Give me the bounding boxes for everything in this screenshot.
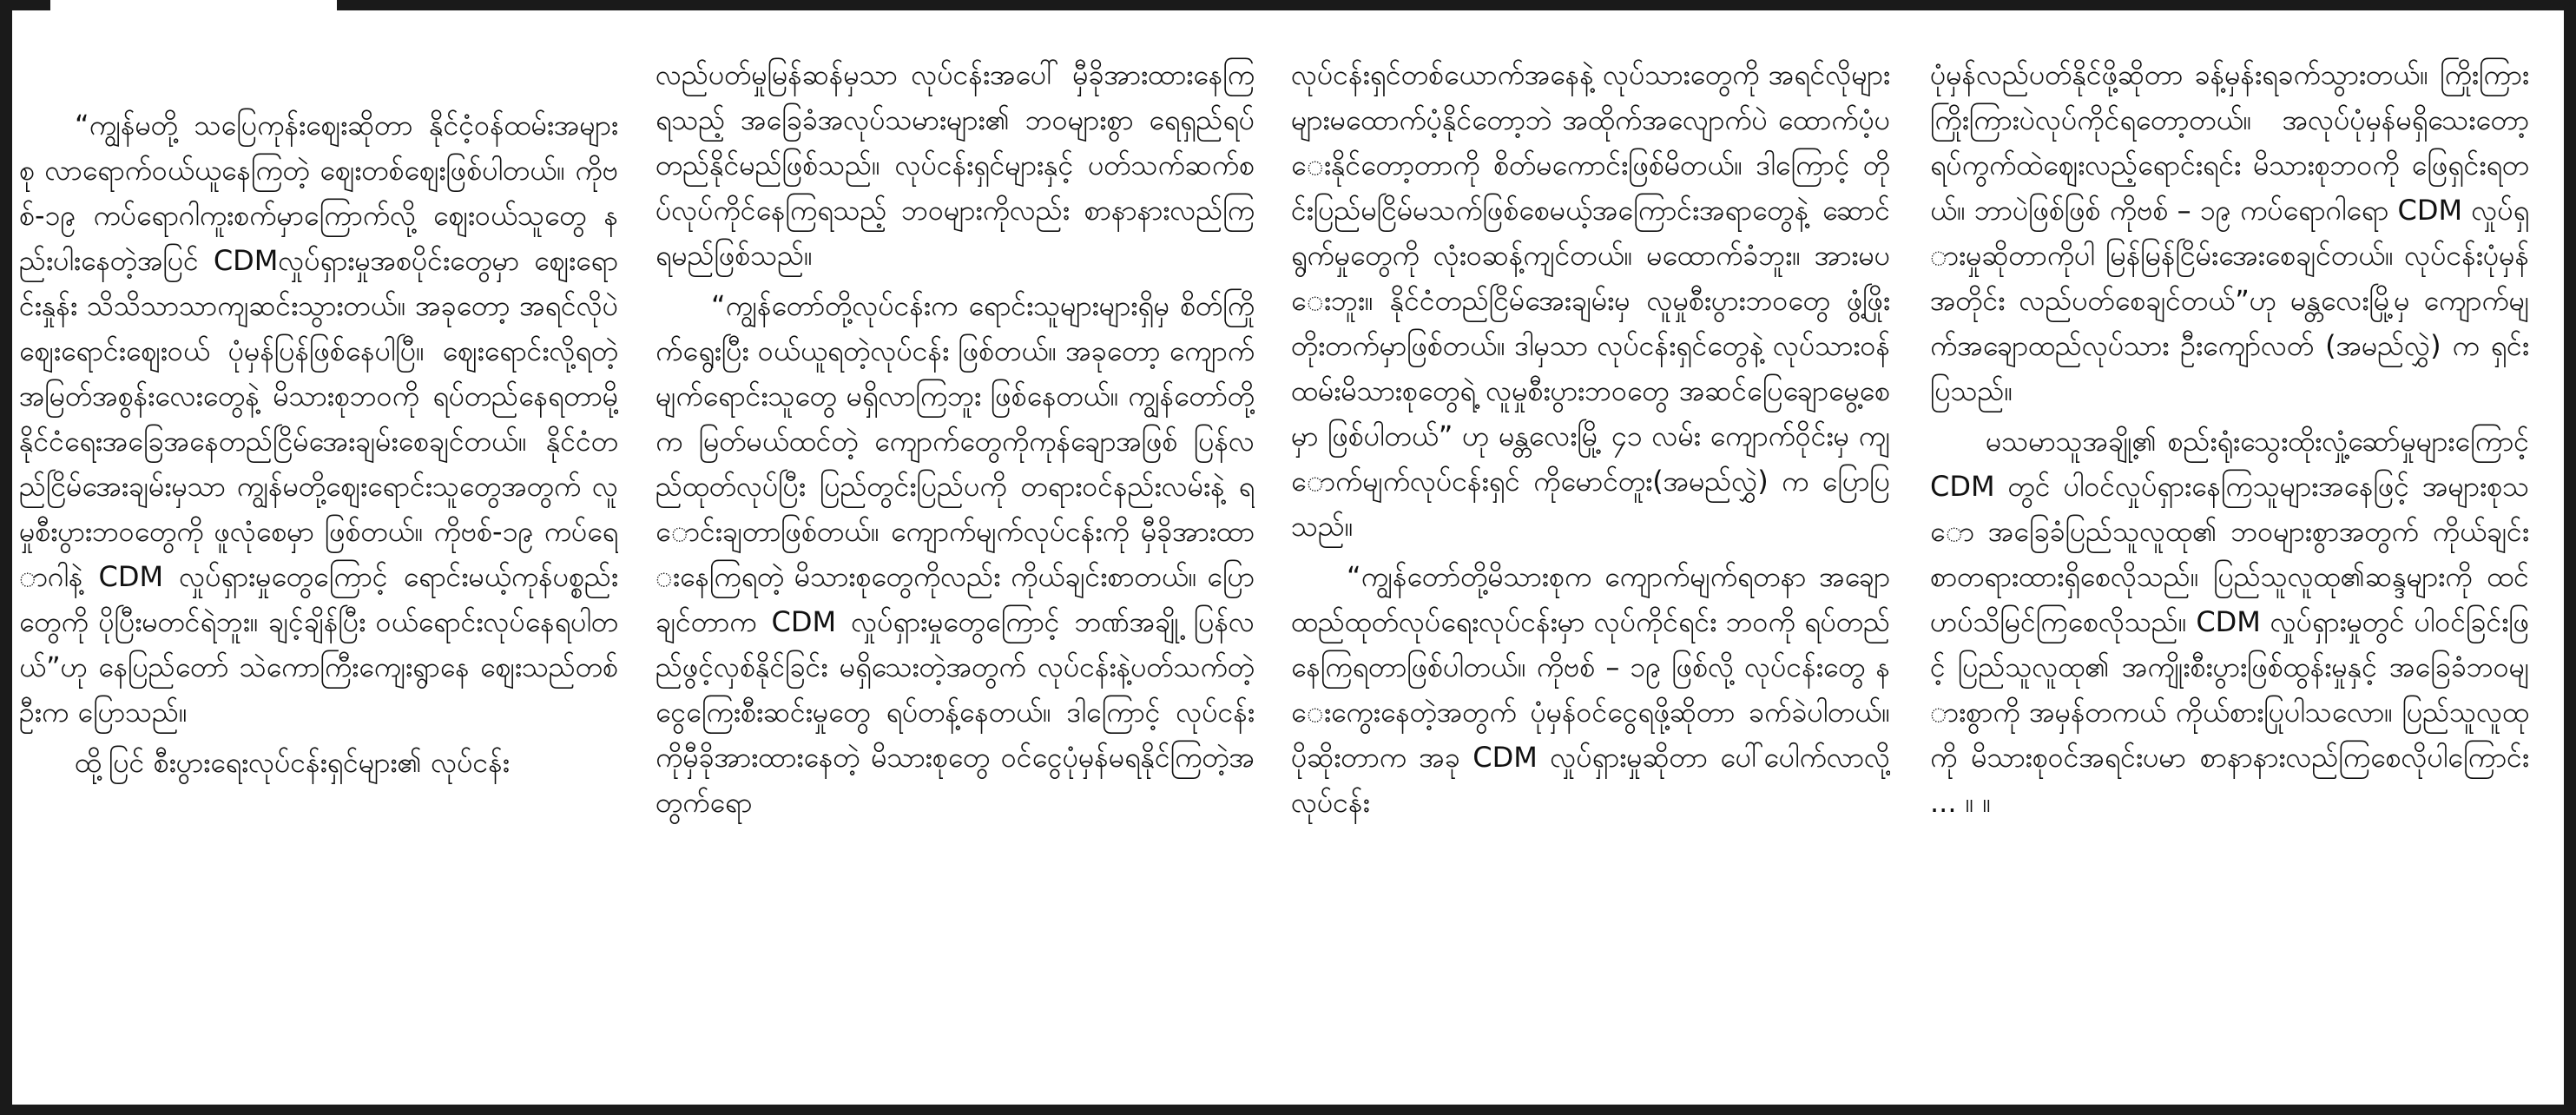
frame-right-border (2564, 0, 2576, 1115)
paragraph: ထို့ပြင် စီးပွားရေးလုပ်ငန်းရှင်များ၏ လုပ်ငန်း (75, 746, 510, 779)
frame-bottom-border (0, 1105, 2576, 1115)
frame-top-border-right (337, 0, 2576, 10)
article-body (19, 52, 2554, 1094)
text-column-1 (19, 102, 618, 1094)
paragraph: “ကျွန်တော်တို့မိသားစုက ကျောက်မျက်ရတနာ အချောထည်ထုတ်လုပ်ရေးလုပ်ငန်းမှာ လုပ်ကိုင်ရင်း ဘဝကို ရပ်တည်နေကြရတာဖြစ်ပါတယ်။ ကိုဗစ် – ၁၉ ဖြစ်လို့ လုပ်ငန်းတွေ နေးကွေးနေတဲ့အတွက် ပုံမှန်ဝင်ငွေရဖို့ဆိုတာ ခက်ခဲပါတယ်။ ပိုဆိုးတာက အခု CDM လှုပ်ရှားမှုဆိုတာ ပေါ်ပေါက်လာလို့ လုပ်ငန်း (1291, 560, 1890, 819)
paragraph: မသမာသူအချို့၏ စည်းရုံးသွေးထိုးလှုံ့ဆော်မှုများကြောင့် CDM တွင် ပါဝင်လှုပ်ရှားနေကြသူများအနေဖြင့် အများစုသော အခြေခံပြည်သူလူထု၏ ဘဝများစွာအတွက် ကိုယ်ချင်းစာတရားထားရှိစေလိုသည်။ ပြည်သူလူထု၏ဆန္ဒများကို ထင်ဟပ်သိမြင်ကြစေလိုသည်။ CDM လှုပ်ရှားမှုတွင် ပါဝင်ခြင်းဖြင့် ပြည်သူလူထု၏ အကျိုးစီးပွားဖြစ်ထွန်းမှုနှင့် အခြေခံဘဝများစွာကို အမှန်တကယ် ကိုယ်စားပြုပါသလော။ ပြည်သူလူထုကို မိသားစုဝင်အရင်းပမာ စာနာနားလည်ကြစေလိုပါကြောင်း ... ။ ။ (1930, 425, 2529, 819)
text-column-2 (656, 52, 1255, 1094)
text-column-4 (1930, 52, 2529, 1094)
frame-left-border (0, 0, 12, 1115)
paragraph: လည်ပတ်မှုမြန်ဆန်မှသာ လုပ်ငန်းအပေါ် မှီခိုအားထားနေကြရသည့် အခြေခံအလုပ်သမားများ၏ ဘဝများစွာ ရေရှည်ရပ်တည်နိုင်မည်ဖြစ်သည်။ လုပ်ငန်းရှင်များနှင့် ပတ်သက်ဆက်စပ်လုပ်ကိုင်နေကြရသည့် ဘဝများကိုလည်း စာနာနားလည်ကြရမည်ဖြစ်သည်။ (656, 58, 1255, 272)
paragraph: ပုံမှန်လည်ပတ်နိုင်ဖို့ဆိုတာ ခန့်မှန်းရခက်သွားတယ်။ ကြိုးကြားကြိုးကြားပဲလုပ်ကိုင်ရတော့တယ်။ အလုပ်ပုံမှန်မရှိသေးတော့ ရပ်ကွက်ထဲဈေးလည့်ရောင်းရင်း မိသားစုဘဝကို ဖြေရှင်းရတယ်။ ဘာပဲဖြစ်ဖြစ် ကိုဗစ် – ၁၉ ကပ်ရောဂါရော CDM လှုပ်ရှားမှုဆိုတာကိုပါ မြန်မြန်ငြိမ်းအေးစေချင်တယ်။ လုပ်ငန်းပုံမှန်အတိုင်း လည်ပတ်စေချင်တယ်”ဟု မန္တလေးမြို့မှ ကျောက်မျက်အချောထည်လုပ်သား ဦးကျော်လတ် (အမည်လွှဲ) က ရှင်းပြသည်။ (1930, 58, 2529, 407)
paragraph: “ကျွန်မတို့ သပြေကုန်းဈေးဆိုတာ နိုင်ငံ့ဝန်ထမ်းအများစု လာရောက်ဝယ်ယူနေကြတဲ့ ဈေးတစ်ဈေးဖြစ်ပါတယ်။ ကိုဗစ်-၁၉ ကပ်ရောဂါကူးစက်မှာကြောက်လို့ ဈေးဝယ်သူတွေ နည်းပါးနေတဲ့အပြင် CDMလှုပ်ရှားမှုအစပိုင်းတွေမှာ ဈေးရောင်းနှုန်း သိသိသာသာကျဆင်းသွားတယ်။ အခုတော့ အရင်လိုပဲ ဈေးရောင်းဈေးဝယ် ပုံမှန်ပြန်ဖြစ်နေပါပြီ။ ဈေးရောင်းလို့ရတဲ့ အမြတ်အစွန်းလေးတွေနဲ့ မိသားစုဘဝကို ရပ်တည်နေရတာမို့ နိုင်ငံရေးအခြေအနေတည်ငြိမ်အေးချမ်းစေချင်တယ်။ နိုင်ငံတည်ငြိမ်အေးချမ်းမှသာ ကျွန်မတို့ဈေးရောင်းသူတွေအတွက် လူမှုစီးပွားဘဝတွေကို ဖူလုံစေမှာ ဖြစ်တယ်။ ကိုဗစ်-၁၉ ကပ်ရောဂါနဲ့ CDM လှုပ်ရှားမှုတွေကြောင့် ရောင်းမယ့်ကုန်ပစ္စည်းတွေကို ပိုပြီးမတင်ရဲဘူး။ ချင့်ချိန်ပြီး ဝယ်ရောင်းလုပ်နေရပါတယ်”ဟု နေပြည်တော် သဲကောကြီးကျေးရွာနေ ဈေးသည်တစ်ဦးက ပြောသည်။ (19, 109, 618, 729)
paragraph: “ကျွန်တော်တို့လုပ်ငန်းက ရောင်းသူများများရှိမှ စိတ်ကြိုက်ရွေးပြီး ဝယ်ယူရတဲ့လုပ်ငန်း ဖြစ်တယ်။ အခုတော့ ကျောက်မျက်ရောင်းသူတွေ မရှိလာကြဘူး ဖြစ်နေတယ်။ ကျွန်တော်တို့က မြတ်မယ်ထင်တဲ့ ကျောက်တွေကိုကုန်ချောအဖြစ် ပြန်လည်ထုတ်လုပ်ပြီး ပြည်တွင်းပြည်ပကို တရားဝင်နည်းလမ်းနဲ့ ရောင်းချတာဖြစ်တယ်။ ကျောက်မျက်လုပ်ငန်းကို မှီခိုအားထားနေကြရတဲ့ မိသားစုတွေကိုလည်း ကိုယ်ချင်းစာတယ်။ ပြောချင်တာက CDM လှုပ်ရှားမှုတွေကြောင့် ဘဏ်အချို့ ပြန်လည်ဖွင့်လှစ်နိုင်ခြင်း မရှိသေးတဲ့အတွက် လုပ်ငန်းနဲ့ပတ်သက်တဲ့ ငွေကြေးစီးဆင်းမှုတွေ ရပ်တန့်နေတယ်။ ဒါကြောင့် လုပ်ငန်းကိုမှီခိုအားထားနေတဲ့ မိသားစုတွေ ဝင်ငွေပုံမှန်မရနိုင်ကြတဲ့အတွက်ရော (656, 289, 1255, 819)
paragraph: လုပ်ငန်းရှင်တစ်ယောက်အနေနဲ့ လုပ်သားတွေကို အရင်လိုများများမထောက်ပံ့နိုင်တော့ဘဲ အထိုက်အလျောက်ပဲ ထောက်ပံ့ပေးနိုင်တော့တာကို စိတ်မကောင်းဖြစ်မိတယ်။ ဒါကြောင့် တိုင်းပြည်မငြိမ်မသက်ဖြစ်စေမယ့်အကြောင်းအရာတွေနဲ့ ဆောင်ရွက်မှုတွေကို လုံးဝဆန့်ကျင်တယ်။ မထောက်ခံဘူး။ အားမပေးဘူး။ နိုင်ငံတည်ငြိမ်အေးချမ်းမှ လူမှုစီးပွားဘဝတွေ ဖွံ့ဖြိုးတိုးတက်မှာဖြစ်တယ်။ ဒါမှသာ လုပ်ငန်းရှင်တွေနဲ့ လုပ်သားဝန်ထမ်းမိသားစုတွေရဲ့ လူမှုစီးပွားဘဝတွေ အဆင်ပြေချောမွေ့စေမှာ ဖြစ်ပါတယ်” ဟု မန္တလေးမြို့ ၄၁ လမ်း ကျောက်ဝိုင်းမှ ကျောက်မျက်လုပ်ငန်းရှင် ကိုမောင်တူး(အမည်လွှဲ) က ပြောပြသည်။ (1291, 58, 1890, 543)
frame-top-border-left (0, 0, 50, 10)
text-column-3 (1291, 52, 1890, 1094)
